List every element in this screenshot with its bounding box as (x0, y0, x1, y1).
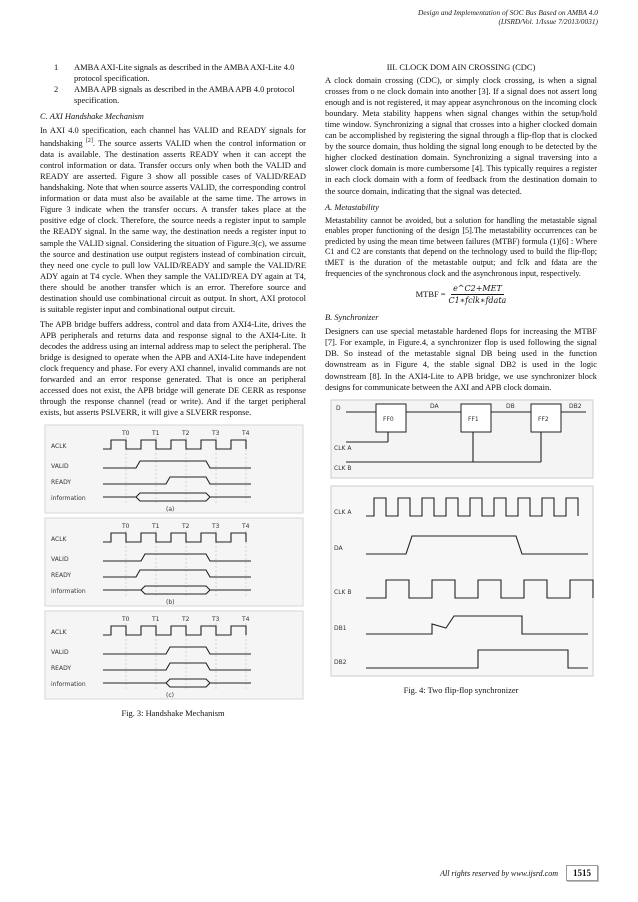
paragraph: The APB bridge buffers address, control and data from AXI4-Lite, drives the APB peripherals and returns data and response signal to the AXI4-Lite. It decodes the address using an internal address map to select the peripheral. The bridge is designed to operate when the APB and AXI4-Lite have independent clock frequency and phase. For every AXI channel, invalid commands are not forwarded and an error response generated. That is once an peripheral accessed does not exist, the APB bridge will generate DE CERR as response through the response channel (read or write). And if the target peripheral exists, but asserts PSLVERR, it will give a SLVERR response. (40, 318, 306, 418)
section-heading-synchronizer: B. Synchronizer (325, 312, 379, 323)
left-column (40, 62, 306, 719)
footer-rights: All rights reserved by www.ijsrd.com (440, 868, 558, 878)
signal-label: VALID (51, 649, 69, 657)
running-header (418, 8, 598, 26)
tick-label: T2 (182, 430, 190, 438)
signal-label: VALID (51, 556, 69, 564)
signal-label: VALID (51, 463, 69, 471)
tick-label: T1 (152, 430, 160, 438)
header-issue: (IJSRD/Vol. 1/Issue 7/2013/0031) (498, 17, 598, 26)
tick-label: T2 (182, 523, 190, 531)
label-da: DA (430, 402, 439, 410)
tick-label: T0 (122, 430, 130, 438)
label-clk-b: CLK B (334, 464, 352, 472)
subfigure-label: (a) (166, 506, 175, 514)
mtbf-equation (325, 283, 597, 306)
signal-label: ACLK (51, 443, 67, 451)
mtbf-fraction (449, 283, 507, 306)
label-clk-a-wave: CLK A (334, 508, 352, 516)
tick-label: T0 (122, 523, 130, 531)
tick-label: T4 (242, 430, 250, 438)
timing-panels (45, 425, 303, 699)
tick-label: T1 (152, 523, 160, 531)
signal-label: READY (51, 665, 72, 673)
signal-label: ACLK (51, 629, 67, 637)
tick-label: T4 (242, 523, 250, 531)
paragraph: Designers can use special metastable hardened flops for increasing the MTBF [7]. For example, in Figure.4, a synchronizer flop is used following the signal DB. So instead of the metastable signal DB being used in the function downstream as in Figure 4, the stable signal DB2 is used in the logic downstream [8]. In the AXI4-Lite to APB bridge, we use synchronizer block designs for communicate between the AXI and APB clock domain. (325, 326, 597, 392)
signal-label: READY (51, 572, 72, 580)
tick-label: T3 (212, 616, 220, 624)
label-ff0: FF0 (383, 415, 394, 423)
figure-4 (325, 397, 597, 681)
section-heading-metastability: A. Metastability (325, 201, 379, 212)
label-ff1: FF1 (468, 415, 479, 423)
section-heading-cdc: III. CLOCK DOM AIN CROSSING (CDC) (386, 62, 536, 72)
tick-label: T3 (212, 430, 220, 438)
label-clk-a: CLK A (334, 444, 352, 452)
signal-label: information (51, 588, 86, 596)
signal-label: information (51, 495, 86, 503)
mtbf-numerator: e^C2+MET (451, 283, 504, 295)
section-heading-handshake: C. AXI Handshake Mechanism (40, 111, 144, 122)
label-db2-wave: DB2 (334, 658, 347, 666)
page-number: 1515 (566, 865, 598, 881)
tick-label: T4 (242, 616, 250, 624)
label-db: DB (506, 402, 515, 410)
tick-label: T2 (182, 616, 190, 624)
subfigure-label: (b) (166, 599, 175, 607)
figure-3 (40, 422, 306, 704)
label-clk-b-wave: CLK B (334, 588, 352, 596)
synchronizer-diagram (326, 398, 598, 680)
page-footer (440, 865, 598, 881)
paragraph: A clock domain crossing (CDC), or simply clock crossing, is when a signal crosses from o ne clock domain into another [3]. If a signal does not assert long enough and is not registered, it may appear asynchronous on the incoming clock boundary. Meta stability happens when signal changes within the setup/hold time window. Synchronizing a signal that crosses into a higher clocked domain can be accomplished by registering the signal through a flip-flop that is clocked by the source domain, thus holding the signal long enough to be detected by the higher clocked destination domain. Synchronizing a signal traversing into a slower clock domain is more cumbersome [4]. This typically requires a register in each clock domain with a form of feedback from the destination domain to the source domain, indicating that the signal was detected. (325, 75, 597, 196)
signal-label: information (51, 681, 86, 689)
tick-label: T3 (212, 523, 220, 531)
paragraph: In AXI 4.0 specification, each channel has VALID and READY signals for handshaking [2]. The source asserts VALID when the control information or data is available. The destination asserts READY when it can accept the control information or data. Transfer occurs only when both the VALID and READY are asserted. Figure 3 show all possible cases of VALID/READ handshaking. Note that when source asserts VALID, the corresponding control information or data must also be available at the same time. The arrows in Figure 3 indicate when the transfer occurs. A transfer takes place at the positive edge of clock. Therefore, the source needs a register input to sample the READY signal. In the same way, the destination needs a register input to sample the VALID signal. Considering the situation of Figure.3(c), we assume the source and destination use output registers instead of combination circuit, they need one cycle to pull low VALID/READY and sample the VALID/RE ADY again at T4 cycle. When they sample the VALID/REA DY again at T4, there should be another transfer which is an error. Therefore source and destination should use combinational circuit as output. In short, AXI protocol is suitable register input and combinational output circuit. (40, 125, 306, 314)
label-db2: DB2 (569, 402, 582, 410)
subfigure-label: (c) (166, 692, 174, 700)
tick-label: T1 (152, 616, 160, 624)
handshake-timing-diagram (41, 423, 307, 703)
label-ff2: FF2 (538, 415, 549, 423)
label-d: D (336, 404, 341, 412)
header-title: Design and Implementation of SOC Bus Based on AMBA 4.0 (418, 8, 598, 17)
signal-label: READY (51, 479, 72, 487)
signal-label: ACLK (51, 536, 67, 544)
tick-label: T0 (122, 616, 130, 624)
list-item: 2 AMBA APB signals as described in the AMBA APB 4.0 protocol specification. (54, 84, 295, 106)
figure-3-caption: Fig. 3: Handshake Mechanism (121, 708, 225, 719)
mtbf-label: MTBF = (415, 289, 446, 300)
mtbf-denominator: C1∗fclk∗fdata (448, 296, 507, 306)
label-da-wave: DA (334, 544, 343, 552)
label-db1-wave: DB1 (334, 624, 347, 632)
list-item: 1 AMBA AXI-Lite signals as described in the AMBA AXI-Lite 4.0 protocol specification. (54, 62, 295, 84)
figure-4-caption: Fig. 4: Two flip-flop synchronizer (403, 684, 519, 695)
paragraph: Metastability cannot be avoided, but a solution for handling the metastable signal enables proper functioning of the design [5].The metastability occurrences can be predicted by using the mean time between failures (MTBF) formula (1)[6] : Where C1 and C2 are constants that depend on the technology used to build the flip-flop; tMET is the duration of the metastable output; and fclk and fdata are the frequencies of the synchronous clock and the asynchronous input, respectively. (325, 215, 597, 278)
right-column (325, 62, 597, 696)
